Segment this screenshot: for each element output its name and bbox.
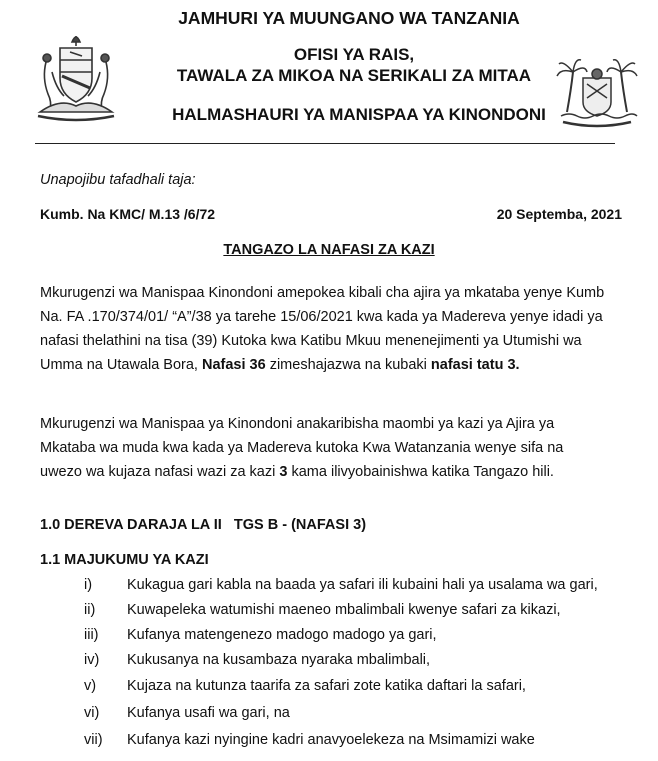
list-item-text: Kukusanya na kusambaza nyaraka mbalimbali, [127,652,431,668]
paragraph-line [40,460,630,484]
section-heading-duties: 1.1 MAJUKUMU YA KAZI [40,552,209,568]
list-item-text: Kuwapeleka watumishi maeneo mbalimbali kwenye safari za kikazi, [127,602,561,618]
list-item-number: iii) [84,627,99,643]
section-heading-text: 1.0 DEREVA DARAJA LA II TGS B - (NAFASI 3) [40,517,367,533]
section-heading-position [40,517,366,533]
filled-positions: Nafasi 36 [201,357,266,373]
list-item-text: Kufanya matengenezo madogo madogo ya gari, [127,627,437,643]
list-item-text: Kufanya usafi wa gari, na [127,705,290,721]
paragraph-line [40,353,630,377]
paragraph-invitation [40,412,630,484]
paragraph-line: Mkurugenzi wa Manispaa ya Kinondoni anakaribisha maombi ya kazi ya Ajira ya [40,416,555,432]
list-item-number: ii) [84,602,96,618]
paragraph-line: Na. FA .170/374/01/ “A”/38 ya tarehe 15/06/2021 kwa kada ya Madereva yenye idadi ya [40,309,603,325]
list-item-number: vi) [84,705,100,721]
list-item-number: i) [84,577,93,593]
vacancy-count: 3 [279,464,288,480]
remaining-positions: nafasi tatu 3. [430,357,520,373]
list-item-text: Kufanya kazi nyingine kadri anavyoelekeza na Msimamizi wake [127,732,535,748]
text-segment: zimeshajazwa na kubaki [269,357,427,373]
document-date: 20 Septemba, 2021 [496,206,622,222]
list-item-number: vii) [84,732,103,748]
text-segment: uwezo wa kujaza nafasi wazi za kazi [40,464,276,480]
document-title: TANGAZO LA NAFASI ZA KAZI [223,242,435,258]
text-segment: kama ilivyobainishwa katika Tangazo hili. [291,464,554,480]
header-council: HALMASHAURI YA MANISPAA YA KINONDONI [172,105,546,124]
list-item-text: Kukagua gari kabla na baada ya safari ili kubaini hali ya usalama wa gari, [127,577,598,593]
paragraph-approval [40,281,630,377]
list-item-number: v) [84,678,97,694]
list-item-number: iv) [84,652,100,668]
reference-number: Kumb. Na KMC/ M.13 /6/72 [40,206,216,222]
reference-hint: Unapojibu tafadhali taja: [40,172,196,188]
kinondoni-municipal-seal-icon [553,50,641,130]
text-segment: Umma na Utawala Bora, [40,357,198,373]
paragraph-line: Mkurugenzi wa Manispaa Kinondoni amepokea kibali cha ajira ya mkataba yenye Kumb [40,285,605,301]
header-divider [35,143,615,144]
paragraph-line: Mkataba wa muda kwa kada ya Madereva kutoka Kwa Watanzania wenye sifa na [40,440,564,456]
header-ministry: TAWALA ZA MIKOA NA SERIKALI ZA MITAA [176,66,532,85]
header-country: JAMHURI YA MUUNGANO WA TANZANIA [178,8,520,28]
list-item-text: Kujaza na kutunza taarifa za safari zote katika daftari la safari, [127,678,526,694]
paragraph-line: nafasi thelathini na tisa (39) Kutoka kwa Katibu Mkuu menenejimenti ya Utumishi wa [40,333,582,349]
tanzania-coat-of-arms-icon [30,32,122,124]
header-office: OFISI YA RAIS, [293,45,415,64]
